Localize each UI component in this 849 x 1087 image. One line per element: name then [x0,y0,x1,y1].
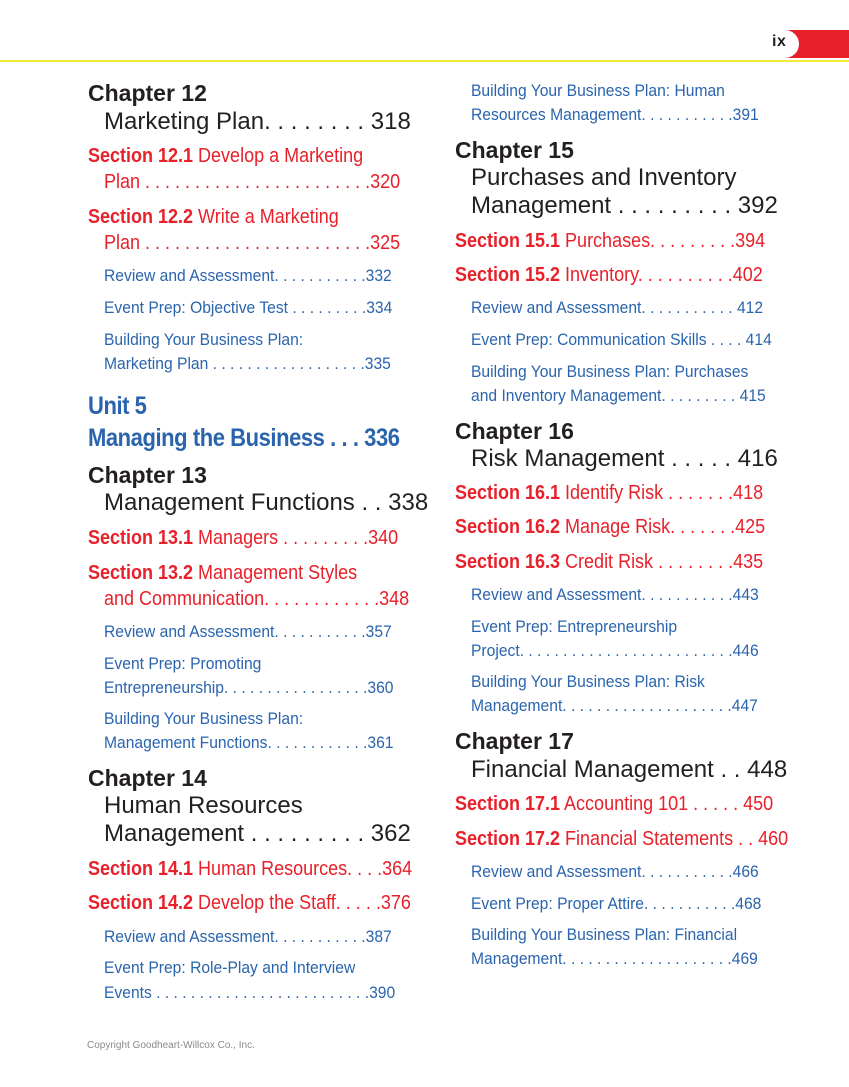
section-17-2[interactable]: Section 17.2 Financial Statements . . 460 [455,828,789,850]
section-14-2[interactable]: Section 14.2 Develop the Staff. . . . .376 [88,892,411,914]
ch16-review-assessment[interactable]: Review and Assessment. . . . . . . . . . .443 [471,585,759,604]
section-16-3[interactable]: Section 16.3 Credit Risk . . . . . . . .435 [455,551,764,573]
ch15-business-plan[interactable]: Building Your Business Plan: Purchases [471,362,749,381]
ch13-review-assessment[interactable]: Review and Assessment. . . . . . . . . . .357 [104,622,392,641]
section-12-1-page[interactable]: Plan . . . . . . . . . . . . . . . . . . . . . . .320 [104,171,401,193]
chapter-17-label: Chapter 17 [455,728,574,754]
ch15-event-prep[interactable]: Event Prep: Communication Skills . . . . 414 [471,330,772,349]
unit-5-title[interactable]: Managing the Business . . . 336 [88,424,400,452]
copyright-notice: Copyright Goodheart-Willcox Co., Inc. [87,1040,255,1051]
section-13-2[interactable]: Section 13.2 Management Styles [88,562,358,584]
chapter-14-title-line1[interactable]: Human Resources [104,792,303,819]
ch12-business-plan-page[interactable]: Marketing Plan . . . . . . . . . . . . . . . . . .335 [104,354,391,373]
ch14-review-assessment[interactable]: Review and Assessment. . . . . . . . . . .387 [104,927,392,946]
chapter-15-title-line2[interactable]: Management . . . . . . . . . 392 [471,192,778,219]
chapter-13-label: Chapter 13 [88,462,207,488]
unit-5-label: Unit 5 [88,392,147,420]
chapter-17-title[interactable]: Financial Management . . 448 [471,756,788,783]
ch13-event-prep[interactable]: Event Prep: Promoting [104,654,262,673]
ch14-event-prep[interactable]: Event Prep: Role-Play and Interview [104,958,356,977]
section-15-1[interactable]: Section 15.1 Purchases. . . . . . . . .394 [455,230,766,252]
ch13-business-plan-page[interactable]: Management Functions. . . . . . . . . . . .361 [104,733,394,752]
chapter-16-label: Chapter 16 [455,418,574,444]
page-number: ix [772,33,787,50]
section-14-1[interactable]: Section 14.1 Human Resources. . . .364 [88,858,413,880]
ch14-business-plan-page[interactable]: Resources Management. . . . . . . . . . .391 [471,105,759,124]
ch13-event-prep-page[interactable]: Entrepreneurship. . . . . . . . . . . . . . . . .360 [104,678,394,697]
ch16-event-prep[interactable]: Event Prep: Entrepreneurship [471,617,678,636]
ch12-business-plan[interactable]: Building Your Business Plan: [104,330,304,349]
section-13-2-page[interactable]: and Communication. . . . . . . . . . . .348 [104,588,410,610]
ch17-review-assessment[interactable]: Review and Assessment. . . . . . . . . . .466 [471,862,759,881]
section-15-2[interactable]: Section 15.2 Inventory. . . . . . . . . .402 [455,264,763,286]
chapter-12-label: Chapter 12 [88,80,207,106]
section-17-1[interactable]: Section 17.1 Accounting 101 . . . . . 450 [455,793,774,815]
section-12-2-page[interactable]: Plan . . . . . . . . . . . . . . . . . . . . . . .325 [104,232,401,254]
ch14-business-plan[interactable]: Building Your Business Plan: Human [471,81,725,100]
section-12-1[interactable]: Section 12.1 Develop a Marketing [88,145,364,167]
ch12-review-assessment[interactable]: Review and Assessment. . . . . . . . . . .332 [104,266,392,285]
section-12-2[interactable]: Section 12.2 Write a Marketing [88,206,339,228]
ch17-business-plan-page[interactable]: Management. . . . . . . . . . . . . . . . . . . .469 [471,949,758,968]
header-rule [0,60,849,62]
ch17-event-prep[interactable]: Event Prep: Proper Attire. . . . . . . . . . .468 [471,894,762,913]
ch17-business-plan[interactable]: Building Your Business Plan: Financial [471,925,738,944]
section-16-2[interactable]: Section 16.2 Manage Risk. . . . . . .425 [455,516,766,538]
ch14-event-prep-page[interactable]: Events . . . . . . . . . . . . . . . . . . . . . . . . .390 [104,983,396,1002]
ch15-review-assessment[interactable]: Review and Assessment. . . . . . . . . . . 412 [471,298,764,317]
ch16-business-plan-page[interactable]: Management. . . . . . . . . . . . . . . . . . . .447 [471,696,758,715]
ch16-event-prep-page[interactable]: Project. . . . . . . . . . . . . . . . . . . . . . . . .446 [471,641,759,660]
chapter-15-label: Chapter 15 [455,137,574,163]
ch16-business-plan[interactable]: Building Your Business Plan: Risk [471,672,705,691]
ch12-event-prep[interactable]: Event Prep: Objective Test . . . . . . . . .334 [104,298,393,317]
section-16-1[interactable]: Section 16.1 Identify Risk . . . . . . .418 [455,482,764,504]
chapter-15-title-line1[interactable]: Purchases and Inventory [471,164,737,191]
section-13-1[interactable]: Section 13.1 Managers . . . . . . . . .340 [88,527,399,549]
chapter-14-title-line2[interactable]: Management . . . . . . . . . 362 [104,820,411,847]
chapter-16-title[interactable]: Risk Management . . . . . 416 [471,445,778,472]
chapter-12-title[interactable]: Marketing Plan. . . . . . . . 318 [104,108,411,135]
ch15-business-plan-page[interactable]: and Inventory Management. . . . . . . . . 415 [471,386,766,405]
chapter-13-title[interactable]: Management Functions . . 338 [104,489,429,516]
chapter-14-label: Chapter 14 [88,765,207,791]
ch13-business-plan[interactable]: Building Your Business Plan: [104,709,304,728]
